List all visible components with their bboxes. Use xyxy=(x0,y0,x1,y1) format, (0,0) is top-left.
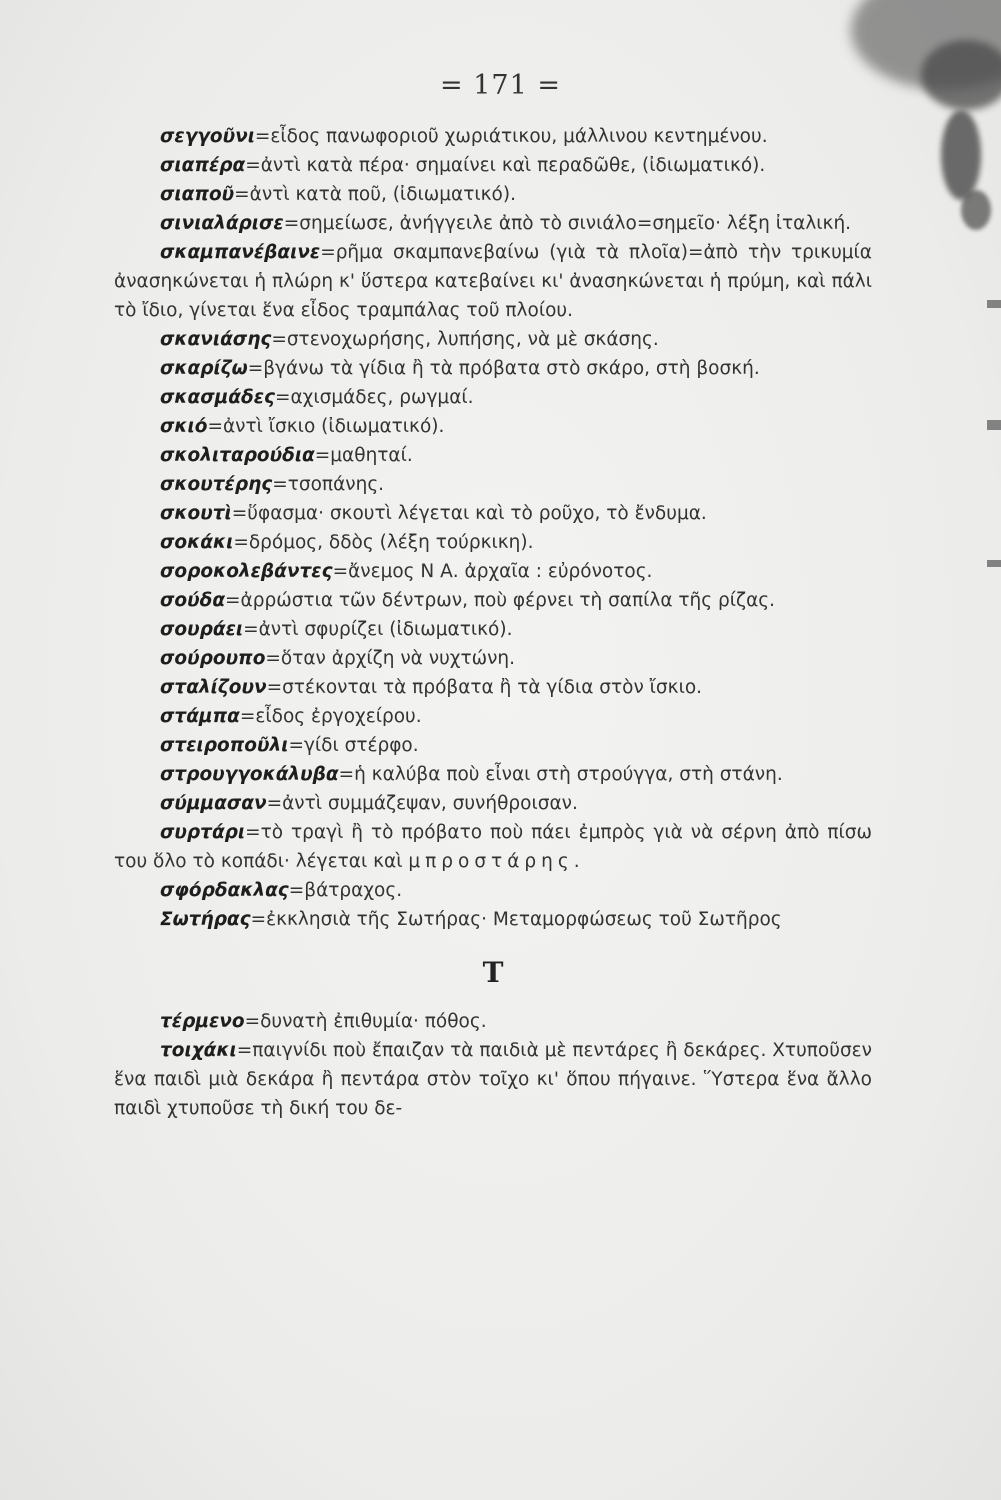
glossary-entry xyxy=(114,499,872,528)
edge-mark xyxy=(987,300,1001,308)
glossary-entry xyxy=(114,383,872,412)
entry-headword: σιαποῦ xyxy=(160,184,235,205)
glossary-entry xyxy=(114,354,872,383)
glossary-entry xyxy=(114,760,872,789)
edge-mark xyxy=(987,560,1001,567)
edge-mark xyxy=(987,420,1001,430)
entry-definition: =ὅταν ἀρχίζη νὰ νυχτώνη. xyxy=(265,648,516,669)
glossary-entry xyxy=(114,673,872,702)
glossary-entry xyxy=(114,528,872,557)
glossary-entry xyxy=(114,557,872,586)
entry-definition: =βγάνω τὰ γίδια ἢ τὰ πρόβατα στὸ σκάρο, στὴ βοσκή. xyxy=(247,358,760,379)
entry-definition: =ἄνεμος Ν Α. ἀρχαῖα : εὐρόνοτος. xyxy=(332,561,653,582)
glossary-entry xyxy=(114,209,872,238)
ink-stain xyxy=(961,190,991,230)
entry-definition: =ὕφασμα· σκουτὶ λέγεται καὶ τὸ ροῦχο, τὸ ἔνδυμα. xyxy=(231,503,707,524)
entry-definition: =στενοχωρήσης, λυπήσης, νὰ μὲ σκάσης. xyxy=(271,329,659,350)
glossary-entry xyxy=(114,151,872,180)
entry-definition: =ρῆμα σκαμπανεβαίνω (γιὰ τὰ πλοῖα)=ἀπὸ τὴν τρικυμία ἀνασηκώνεται ἡ πλώρη κ' ὕστερα κατεβαίνει κι' ἀνασηκώνεται ἡ πρύμη, καὶ πάλι τὸ ἴδιο, γίνεται ἕνα εἶδος τραμπάλας τοῦ πλοίου. xyxy=(114,242,872,321)
entry-definition: =στέκονται τὰ πρόβατα ἢ τὰ γίδια στὸν ἴσκιο. xyxy=(266,677,703,698)
entry-headword: σκασμάδες xyxy=(160,387,275,408)
glossary-entry xyxy=(114,1007,872,1036)
glossary-entries-t xyxy=(114,1007,872,1123)
glossary-entry xyxy=(114,180,872,209)
glossary-entries-s xyxy=(114,122,872,934)
glossary-entry xyxy=(114,731,872,760)
entry-headword: σούδα xyxy=(160,590,226,611)
entry-spaced-term: μπροστάρης. xyxy=(408,851,585,872)
entry-headword: τέρμενο xyxy=(160,1011,245,1032)
glossary-entry xyxy=(114,325,872,354)
entry-headword: συρτάρι xyxy=(160,822,246,843)
entry-definition: =εἶδος πανωφοριοῦ χωριάτικου, μάλλινου κεντημένου. xyxy=(254,126,768,147)
entry-headword: τοιχάκι xyxy=(160,1040,237,1061)
entry-definition: =εἶδος ἐργοχείρου. xyxy=(239,706,422,727)
entry-headword: σινιαλάρισε xyxy=(160,213,284,234)
page-number: = 171 = xyxy=(440,70,561,101)
entry-definition: =ἡ καλύβα ποὺ εἶναι στὴ στρούγγα, στὴ στάνη. xyxy=(338,764,783,785)
entry-headword: σοκάκι xyxy=(160,532,234,553)
entry-headword: σύμμασαν xyxy=(160,793,267,814)
entry-definition: =δυνατὴ ἐπιθυμία· πόθος. xyxy=(244,1011,487,1032)
entry-definition: =αχισμάδες, ρωγμαί. xyxy=(274,387,474,408)
entry-headword: σοροκολεβάντες xyxy=(160,561,333,582)
glossary-entry xyxy=(114,441,872,470)
entry-definition: =τσοπάνης. xyxy=(272,474,385,495)
entry-headword: σκαρίζω xyxy=(160,358,248,379)
entry-definition: =ἐκκλησιὰ τῆς Σωτήρας· Μεταμορφώσεως τοῦ Σωτῆρος xyxy=(250,909,782,930)
glossary-entry xyxy=(114,876,872,905)
entry-headword: στειροποῦλι xyxy=(160,735,289,756)
ink-stain xyxy=(941,110,981,200)
glossary-entry xyxy=(114,818,872,876)
entry-headword: σκανιάσης xyxy=(160,329,272,350)
glossary-entry xyxy=(114,644,872,673)
entry-definition: =γίδι στέρφο. xyxy=(288,735,419,756)
entry-headword: σφόρδακλας xyxy=(160,880,289,901)
entry-definition: =ἀντὶ συμμάζεψαν, συνήθροισαν. xyxy=(266,793,578,814)
glossary-entry xyxy=(114,1036,872,1123)
glossary-entry xyxy=(114,470,872,499)
entry-definition: =ἀρρώστια τῶν δέντρων, ποὺ φέρνει τὴ σαπίλα τῆς ρίζας. xyxy=(225,590,776,611)
glossary-entry xyxy=(114,905,872,934)
entry-definition: =σημείωσε, ἀνήγγειλε ἀπὸ τὸ σινιάλο=σημεῖο· λέξη ἰταλική. xyxy=(283,213,852,234)
entry-headword: στάμπα xyxy=(160,706,240,727)
entry-definition: =μαθηταί. xyxy=(314,445,413,466)
glossary-entry xyxy=(114,702,872,731)
entry-definition: =ἀντὶ κατὰ πέρα· σημαίνει καὶ περαδῶθε, (ἰδιωματικό). xyxy=(245,155,766,176)
entry-headword: σουράει xyxy=(160,619,244,640)
entry-headword: σεγγοῦνι xyxy=(160,126,255,147)
entry-headword: σκολιταρούδια xyxy=(160,445,315,466)
entry-headword: σκαμπανέβαινε xyxy=(160,242,321,263)
entry-headword: σκουτὶ xyxy=(160,503,232,524)
glossary-entry xyxy=(114,586,872,615)
glossary-body xyxy=(114,122,872,1123)
entry-headword: σταλίζουν xyxy=(160,677,267,698)
entry-headword: Σωτήρας xyxy=(160,909,251,930)
glossary-entry xyxy=(114,122,872,151)
section-letter: Τ xyxy=(482,956,504,989)
entry-definition: =τὸ τραγὶ ἢ τὸ πρόβατο ποὺ πάει ἐμπρὸς γιὰ νὰ σέρνη ἀπὸ πίσω του ὅλο τὸ κοπάδι· λέγεται καὶ xyxy=(114,822,872,872)
entry-headword: στρουγγοκάλυβα xyxy=(160,764,339,785)
entry-definition: =βάτραχος. xyxy=(288,880,403,901)
entry-definition: =ἀντὶ κατὰ ποῦ, (ἰδιωματικό). xyxy=(234,184,516,205)
entry-headword: σούρουπο xyxy=(160,648,266,669)
glossary-entry xyxy=(114,615,872,644)
glossary-entry xyxy=(114,789,872,818)
entry-definition: =ἀντὶ ἴσκιο (ἰδιωματικό). xyxy=(207,416,445,437)
entry-definition: =παιγνίδι ποὺ ἔπαιζαν τὰ παιδιὰ μὲ πεντάρες ἢ δεκάρες. Χτυποῦσεν ἕνα παιδὶ μιὰ δεκάρα ἢ πεντάρα στὸν τοῖχο κι' ὅπου πήγαινε. Ὕστερα ἕνα ἄλλο παιδὶ χτυποῦσε τὴ δική του δε- xyxy=(114,1040,872,1119)
entry-headword: σιαπέρα xyxy=(160,155,246,176)
entry-definition: =δρόμος, δδὸς (λέξη τούρκικη). xyxy=(233,532,534,553)
glossary-entry xyxy=(114,238,872,325)
entry-headword: σκιό xyxy=(160,416,208,437)
glossary-entry xyxy=(114,412,872,441)
entry-definition: =ἀντὶ σφυρίζει (ἰδιωματικό). xyxy=(243,619,513,640)
entry-headword: σκουτέρης xyxy=(160,474,273,495)
